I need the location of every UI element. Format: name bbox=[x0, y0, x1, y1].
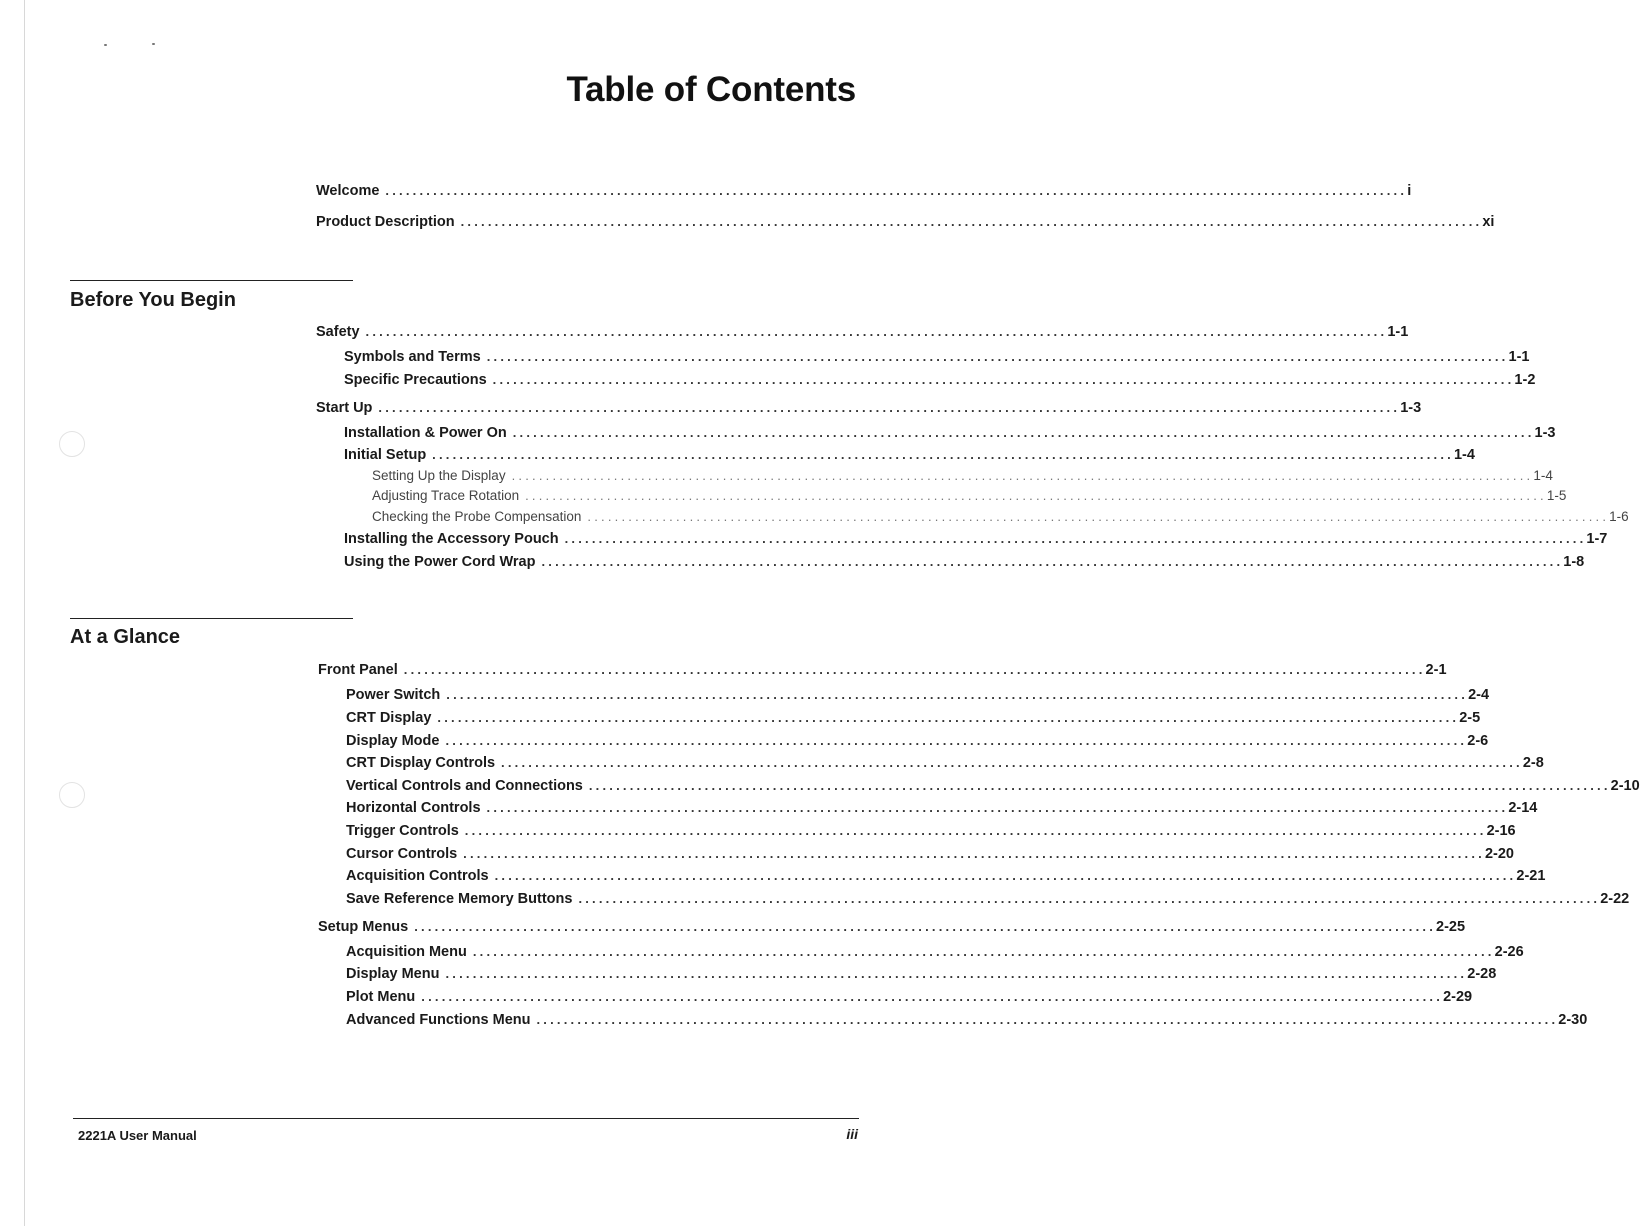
toc-entry-page: 1-4 bbox=[1453, 447, 1475, 463]
toc-entry-page: 2-5 bbox=[1459, 710, 1481, 726]
toc-entry-page: xi bbox=[1482, 214, 1495, 230]
dot-leader: ...................................................................................................................................................... bbox=[463, 846, 1485, 861]
toc-entry-front-panel[interactable] bbox=[318, 661, 1447, 679]
toc-entry-label: Adjusting Trace Rotation bbox=[372, 488, 520, 503]
toc-entry-page: 2-20 bbox=[1484, 846, 1514, 862]
toc-entry-using-power-cord-wrap[interactable] bbox=[344, 553, 1585, 571]
section-divider bbox=[70, 618, 353, 619]
toc-entry-label: Display Mode bbox=[346, 733, 440, 749]
toc-entry-page: 1-2 bbox=[1514, 372, 1536, 388]
dot-leader: ...................................................................................................................................................... bbox=[446, 687, 1469, 702]
toc-entry-display-mode[interactable] bbox=[346, 732, 1489, 750]
dot-leader: ...................................................................................................................................................... bbox=[403, 662, 1426, 677]
toc-entry-setting-up-the-display[interactable] bbox=[372, 467, 1553, 485]
toc-entry-page: 2-6 bbox=[1467, 733, 1489, 749]
toc-entry-display-menu[interactable] bbox=[346, 965, 1497, 983]
toc-entry-page: 2-28 bbox=[1467, 966, 1497, 982]
toc-entry-horizontal-controls[interactable] bbox=[346, 799, 1538, 817]
toc-entry-page: 1-3 bbox=[1400, 400, 1422, 416]
scan-speck bbox=[152, 43, 155, 45]
toc-entry-label: Plot Menu bbox=[346, 989, 416, 1005]
dot-leader: ...................................................................................................................................................... bbox=[525, 488, 1547, 503]
toc-entry-label: Display Menu bbox=[346, 966, 440, 982]
dot-leader: ...................................................................................................................................................... bbox=[486, 800, 1509, 815]
dot-leader: ...................................................................................................................................................... bbox=[414, 919, 1437, 934]
dot-leader: ...................................................................................................................................................... bbox=[378, 400, 1401, 415]
toc-entry-label: Installing the Accessory Pouch bbox=[344, 531, 559, 547]
toc-entry-power-switch[interactable] bbox=[346, 686, 1490, 704]
toc-entry-page: 1-6 bbox=[1609, 509, 1629, 524]
toc-entry-page: 1-1 bbox=[1387, 324, 1409, 340]
footer-divider bbox=[73, 1118, 859, 1119]
toc-entry-label: Installation & Power On bbox=[344, 425, 507, 441]
toc-entry-label: Welcome bbox=[316, 183, 380, 199]
punch-hole-mark bbox=[59, 431, 85, 457]
toc-entry-page: 2-30 bbox=[1558, 1012, 1588, 1028]
toc-entry-label: Product Description bbox=[316, 214, 455, 230]
toc-entry-page: 2-16 bbox=[1486, 823, 1516, 839]
toc-entry-label: Using the Power Cord Wrap bbox=[344, 554, 536, 570]
toc-entry-label: Front Panel bbox=[318, 662, 398, 678]
toc-entry-vertical-controls[interactable] bbox=[346, 777, 1640, 795]
toc-entry-cursor-controls[interactable] bbox=[346, 845, 1514, 863]
toc-entry-page: 1-5 bbox=[1546, 488, 1567, 503]
toc-entry-acquisition-menu[interactable] bbox=[346, 943, 1524, 961]
toc-entry-start-up[interactable] bbox=[316, 399, 1422, 417]
dot-leader: ...................................................................................................................................................... bbox=[432, 447, 1454, 462]
toc-entry-page: 1-1 bbox=[1508, 349, 1530, 365]
punch-hole-mark bbox=[59, 782, 85, 808]
dot-leader: ...................................................................................................................................................... bbox=[564, 531, 1587, 546]
toc-entry-save-reference-memory-buttons[interactable] bbox=[346, 890, 1630, 908]
toc-entry-label: Power Switch bbox=[346, 687, 441, 703]
dot-leader: ...................................................................................................................................................... bbox=[464, 823, 1487, 838]
toc-entry-page: 2-25 bbox=[1436, 919, 1466, 935]
toc-entry-page: 1-4 bbox=[1533, 468, 1553, 483]
toc-entry-label: Acquisition Controls bbox=[346, 868, 489, 884]
toc-entry-page: 2-8 bbox=[1522, 755, 1544, 771]
toc-entry-plot-menu[interactable] bbox=[346, 988, 1473, 1006]
toc-entry-label: Safety bbox=[316, 324, 360, 340]
toc-entry-setup-menus[interactable] bbox=[318, 918, 1466, 936]
toc-entry-page: 2-22 bbox=[1600, 891, 1630, 907]
toc-entry-label: Trigger Controls bbox=[346, 823, 459, 839]
toc-entry-trigger-controls[interactable] bbox=[346, 822, 1516, 840]
dot-leader: ...................................................................................................................................................... bbox=[511, 468, 1534, 483]
toc-entry-adjusting-trace-rotation[interactable] bbox=[372, 487, 1567, 505]
toc-entry-label: Save Reference Memory Buttons bbox=[346, 891, 573, 907]
toc-entry-label: Acquisition Menu bbox=[346, 944, 467, 960]
toc-entry-label: Cursor Controls bbox=[346, 846, 458, 862]
toc-entry-label: Symbols and Terms bbox=[344, 349, 481, 365]
dot-leader: ...................................................................................................................................................... bbox=[536, 1012, 1559, 1027]
toc-entry-installing-accessory-pouch[interactable] bbox=[344, 530, 1608, 548]
dot-leader: ...................................................................................................................................................... bbox=[587, 509, 1610, 524]
dot-leader: ...................................................................................................................................................... bbox=[588, 778, 1611, 793]
toc-entry-symbols-and-terms[interactable] bbox=[344, 348, 1530, 366]
section-heading-at-a-glance: At a Glance bbox=[70, 626, 181, 648]
section-heading-before-you-begin: Before You Begin bbox=[70, 289, 236, 311]
dot-leader: ...................................................................................................................................................... bbox=[492, 372, 1515, 387]
toc-entry-page: 1-7 bbox=[1586, 531, 1608, 547]
scan-speck bbox=[104, 44, 107, 46]
toc-entry-label: Specific Precautions bbox=[344, 372, 487, 388]
binding-edge bbox=[24, 0, 25, 1226]
toc-entry-label: Setting Up the Display bbox=[372, 468, 506, 483]
toc-entry-label: CRT Display bbox=[346, 710, 432, 726]
toc-entry-label: Start Up bbox=[316, 400, 373, 416]
toc-entry-page: 2-1 bbox=[1425, 662, 1447, 678]
dot-leader: ...................................................................................................................................................... bbox=[365, 324, 1388, 339]
dot-leader: ...................................................................................................................................................... bbox=[486, 349, 1509, 364]
toc-entry-label: Setup Menus bbox=[318, 919, 409, 935]
dot-leader: ...................................................................................................................................................... bbox=[437, 710, 1460, 725]
toc-entry-safety[interactable] bbox=[316, 323, 1409, 341]
toc-entry-label: Initial Setup bbox=[344, 447, 427, 463]
page-title: Table of Contents bbox=[566, 70, 856, 109]
footer-page-number: iii bbox=[846, 1126, 858, 1142]
dot-leader: ...................................................................................................................................................... bbox=[512, 425, 1535, 440]
toc-entry-specific-precautions[interactable] bbox=[344, 371, 1536, 389]
toc-entry-installation-power-on[interactable] bbox=[344, 424, 1556, 442]
toc-entry-page: 2-10 bbox=[1610, 778, 1640, 794]
toc-entry-page: 2-29 bbox=[1443, 989, 1473, 1005]
dot-leader: ...................................................................................................................................................... bbox=[501, 755, 1523, 770]
toc-entry-page: 1-3 bbox=[1534, 425, 1556, 441]
toc-entry-page: 2-21 bbox=[1516, 868, 1546, 884]
toc-entry-page: 2-4 bbox=[1468, 687, 1490, 703]
toc-entry-crt-display-controls[interactable] bbox=[346, 754, 1544, 772]
dot-leader: ...................................................................................................................................................... bbox=[421, 989, 1444, 1004]
toc-entry-label: Vertical Controls and Connections bbox=[346, 778, 583, 794]
footer-manual-title: 2221A User Manual bbox=[78, 1128, 197, 1143]
dot-leader: ...................................................................................................................................................... bbox=[578, 891, 1601, 906]
toc-entry-product-description[interactable] bbox=[316, 213, 1495, 231]
dot-leader: ...................................................................................................................................................... bbox=[445, 966, 1468, 981]
toc-entry-checking-probe-compensation[interactable] bbox=[372, 508, 1629, 526]
toc-entry-initial-setup[interactable] bbox=[344, 446, 1475, 464]
toc-entry-label: Horizontal Controls bbox=[346, 800, 481, 816]
dot-leader: ...................................................................................................................................................... bbox=[541, 554, 1564, 569]
toc-entry-page: 2-26 bbox=[1494, 944, 1524, 960]
dot-leader: ...................................................................................................................................................... bbox=[494, 868, 1517, 883]
toc-entry-label: Advanced Functions Menu bbox=[346, 1012, 531, 1028]
toc-entry-page: 2-14 bbox=[1508, 800, 1538, 816]
toc-entry-advanced-functions-menu[interactable] bbox=[346, 1011, 1588, 1029]
dot-leader: ...................................................................................................................................................... bbox=[472, 944, 1495, 959]
toc-entry-label: CRT Display Controls bbox=[346, 755, 496, 771]
toc-entry-acquisition-controls[interactable] bbox=[346, 867, 1546, 885]
toc-entry-welcome[interactable] bbox=[316, 182, 1412, 200]
toc-entry-page: i bbox=[1407, 183, 1412, 199]
dot-leader: ...................................................................................................................................................... bbox=[445, 733, 1468, 748]
toc-entry-crt-display[interactable] bbox=[346, 709, 1481, 727]
section-divider bbox=[70, 280, 353, 281]
toc-entry-label: Checking the Probe Compensation bbox=[372, 509, 582, 524]
dot-leader: ...................................................................................................................................................... bbox=[460, 214, 1483, 229]
toc-entry-page: 1-8 bbox=[1563, 554, 1585, 570]
dot-leader: ...................................................................................................................................................... bbox=[385, 183, 1408, 198]
